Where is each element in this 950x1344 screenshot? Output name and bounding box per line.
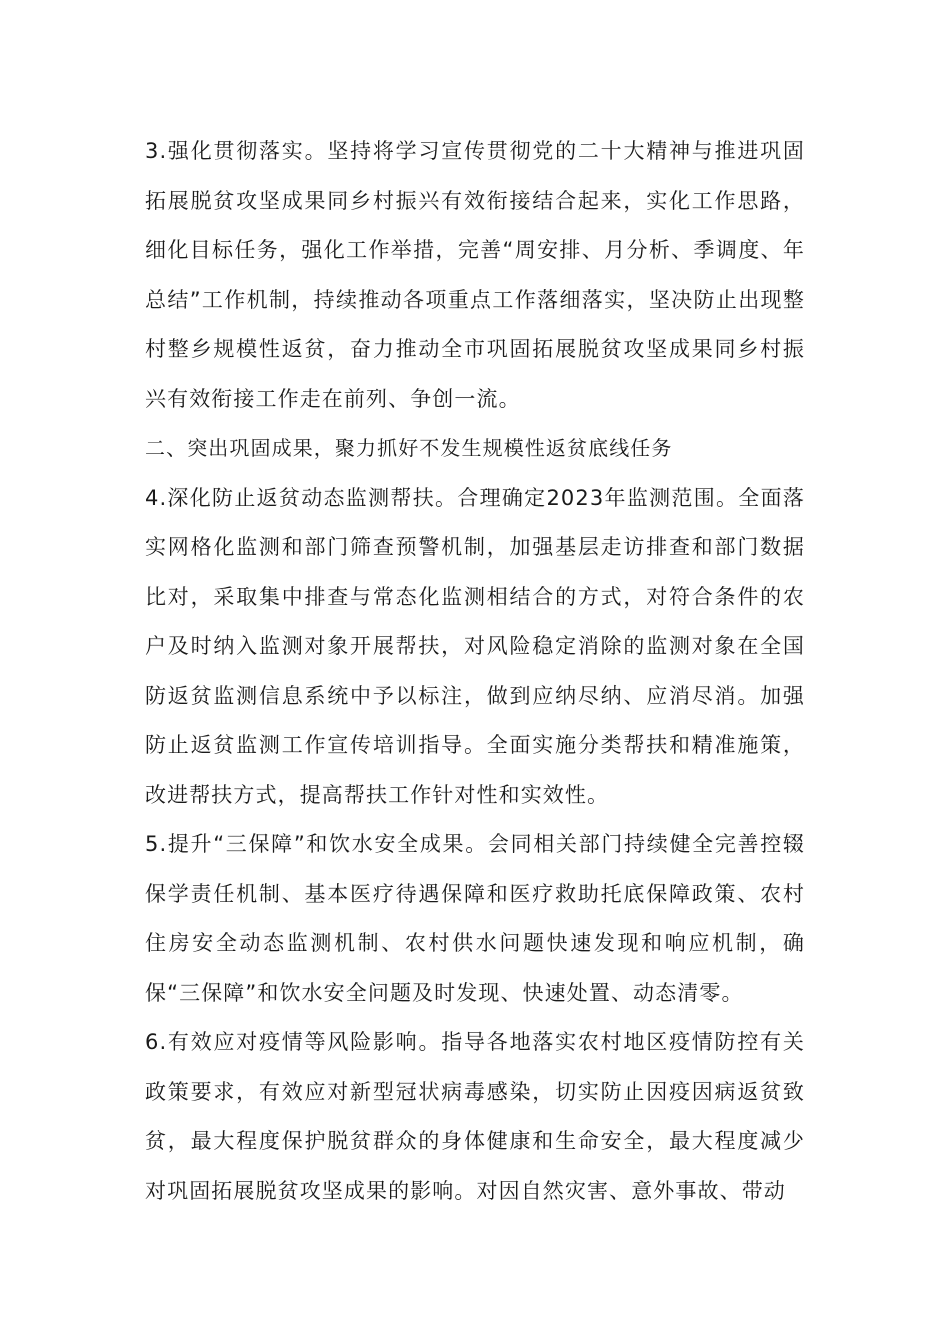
paragraph-5-three-guarantees: 5.提升“三保障”和饮水安全成果。会同相关部门持续健全完善控辍保学责任机制、基本医疗待遇保障和医疗救助托底保障政策、农村住房安全动态监测机制、农村供水问题快速发现和响应机制，确保“三保障”和饮水安全问题及时发现、快速处置、动态清零。	[145, 832, 805, 1005]
section-heading-2: 二、突出巩固成果，聚力抓好不发生规模性返贫底线任务	[145, 436, 673, 460]
paragraph-6-epidemic-risk: 6.有效应对疫情等风险影响。指导各地落实农村地区疫情防控有关政策要求，有效应对新型冠状病毒感染，切实防止因疫因病返贫致贫，最大程度保护脱贫群众的身体健康和生命安全，最大程度减少对巩固拓展脱贫攻坚成果的影响。对因自然灾害、意外事故、带动	[145, 1030, 805, 1203]
paragraph-3-strengthen-implementation: 3.强化贯彻落实。坚持将学习宣传贯彻党的二十大精神与推进巩固拓展脱贫攻坚成果同乡村振兴有效衔接结合起来，实化工作思路，细化目标任务，强化工作举措，完善“周安排、月分析、季调度、年总结”工作机制，持续推动各项重点工作落细落实，坚决防止出现整村整乡规模性返贫，奋力推动全市巩固拓展脱贫攻坚成果同乡村振兴有效衔接工作走在前列、争创一流。	[145, 139, 805, 411]
paragraph-4-monitoring-assistance: 4.深化防止返贫动态监测帮扶。合理确定2023年监测范围。全面落实网格化监测和部门筛查预警机制，加强基层走访排查和部门数据比对，采取集中排查与常态化监测相结合的方式，对符合条件的农户及时纳入监测对象开展帮扶，对风险稳定消除的监测对象在全国防返贫监测信息系统中予以标注，做到应纳尽纳、应消尽消。加强防止返贫监测工作宣传培训指导。全面实施分类帮扶和精准施策，改进帮扶方式，提高帮扶工作针对性和实效性。	[145, 485, 805, 807]
document-body	[145, 127, 805, 1216]
